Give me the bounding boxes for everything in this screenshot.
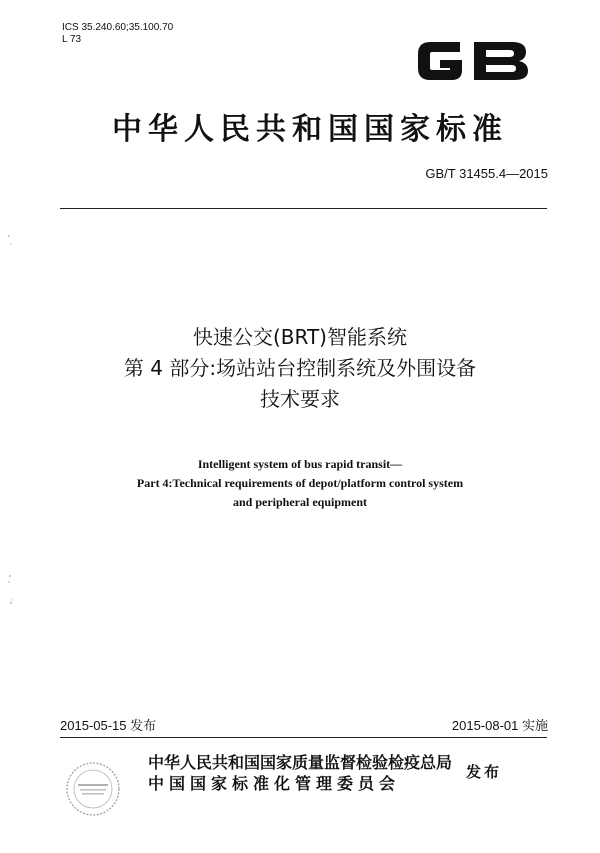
- standard-number: GB/T 31455.4—2015: [425, 166, 548, 181]
- english-title-line-2: Part 4:Technical requirements of depot/platform control system: [136, 476, 464, 490]
- issue-date: 2015-05-15 发布: [60, 718, 157, 733]
- issuer-aqsiq: 中华人民共和国国家质量监督检验检疫总局: [148, 753, 453, 772]
- issuer-sac: 中国国家标准化管理委员会: [148, 774, 401, 793]
- chinese-title-line-3: 技术要求: [260, 387, 340, 411]
- ccs-code: L 73: [62, 34, 82, 45]
- chinese-title-line-2: 第 4 部分:场站站台控制系统及外围设备: [123, 356, 477, 380]
- release-label: 发布: [466, 763, 503, 781]
- implementation-date: 2015-08-01 实施: [451, 718, 548, 733]
- english-title-line-1: Intelligent system of bus rapid transit—: [197, 457, 403, 471]
- ics-code: ICS 35.240.60;35.100.70: [62, 22, 174, 33]
- standard-type-title: 中华人民共和国国家标准: [112, 112, 508, 147]
- english-title-line-3: and peripheral equipment: [232, 495, 367, 509]
- chinese-title-line-1: 快速公交(BRT)智能系统: [193, 325, 407, 349]
